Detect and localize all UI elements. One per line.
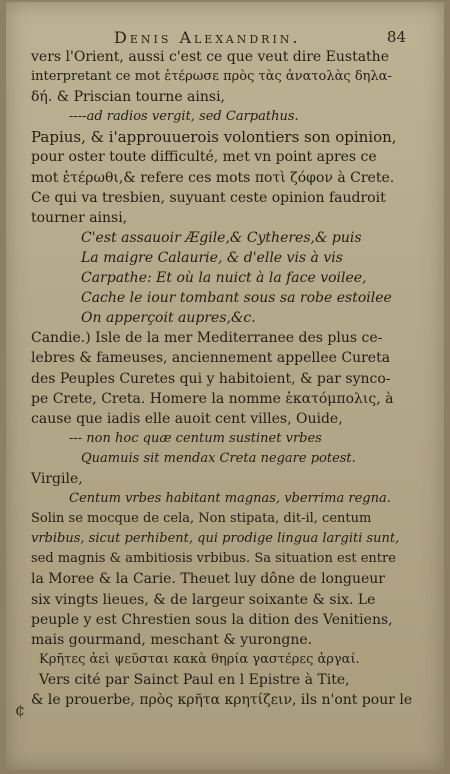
- text-line: Papius, & i'approuuerois volontiers son opinion,: [31, 128, 397, 147]
- text-line: des Peuples Curetes qui y habitoient, & par synco-: [31, 370, 391, 387]
- running-head: Denis Alexandrin.: [114, 28, 301, 47]
- text-line: Virgile,: [31, 470, 83, 487]
- text-line: peuple y est Chrestien sous la dition des Venitiens,: [31, 611, 393, 628]
- text-line: lebres & fameuses, anciennement appellee Cureta: [31, 350, 391, 367]
- text-line: δή. & Priscian tourne ainsi,: [31, 89, 226, 106]
- text-line: vrbibus, sicut perhibent, qui prodige lingua largiti sunt,: [31, 531, 400, 547]
- greek-line: Κρῆτες ἀεὶ ψεῦσται κακὰ θηρία γαστέρες ἀργαί.: [39, 651, 360, 667]
- text-line: Solin se mocque de cela, Non stipata, dit-il, centum: [31, 511, 372, 527]
- body-text: [31, 47, 435, 710]
- text-line: & le prouerbe, πρὸς κρῆτα κρητίζειν, ils n'ont pour le: [31, 692, 413, 708]
- margin-mark: ¢: [15, 700, 26, 719]
- page-number: 84: [386, 28, 406, 46]
- book-page: [6, 2, 444, 770]
- text-line: cause que iadis elle auoit cent villes, Ouide,: [31, 410, 343, 427]
- verse-line: ----ad radios vergit, sed Carpathus.: [69, 109, 299, 125]
- verse-line: Quamuis sit mendax Creta negare potest.: [81, 450, 356, 466]
- text-line: tourner ainsi,: [31, 209, 128, 226]
- verse-line: Cache le iour tombant sous sa robe estoilee: [81, 290, 392, 307]
- text-line: sed magnis & ambitiosis vrbibus. Sa situation est entre: [31, 551, 396, 567]
- text-line: pe Crete, Creta. Homere la nomme ἑκατόμπολις, à: [31, 390, 394, 407]
- text-line: la Moree & la Carie. Theuet luy dône de longueur: [31, 571, 385, 588]
- text-line: mais gourmand, meschant & yurongne.: [31, 631, 313, 648]
- verse-line: On apperçoit aupres,&c.: [81, 310, 256, 327]
- text-line: vers l'Orient, aussi c'est ce que veut dire Eustathe: [31, 49, 389, 65]
- verse-line: C'est assauoir Ægile,& Cytheres,& puis: [81, 229, 362, 246]
- verse-line: La maigre Calaurie, & d'elle vis à vis: [81, 249, 343, 266]
- text-line: six vingts lieues, & de largeur soixante & six. Le: [31, 591, 376, 608]
- text-line: interpretant ce mot ἐτέρωσε πρὸς τὰς ἀνατολὰς δηλα-: [31, 69, 392, 85]
- verse-line: Centum vrbes habitant magnas, vberrima regna.: [69, 491, 391, 507]
- text-line: pour oster toute difficulté, met vn point apres ce: [31, 149, 377, 166]
- text-line: mot ἑτέρωθι,& refere ces mots ποτὶ ζόφον à Crete.: [31, 169, 395, 186]
- verse-line: --- non hoc quæ centum sustinet vrbes: [69, 430, 322, 446]
- text-line: Candie.) Isle de la mer Mediterranee des plus ce-: [31, 330, 383, 347]
- text-line: Vers cité par Sainct Paul en l Epistre à Tite,: [39, 671, 350, 688]
- verse-line: Carpathe: Et où la nuict à la face voilee,: [81, 270, 367, 287]
- text-line: Ce qui va tresbien, suyuant ceste opinion faudroit: [31, 189, 386, 206]
